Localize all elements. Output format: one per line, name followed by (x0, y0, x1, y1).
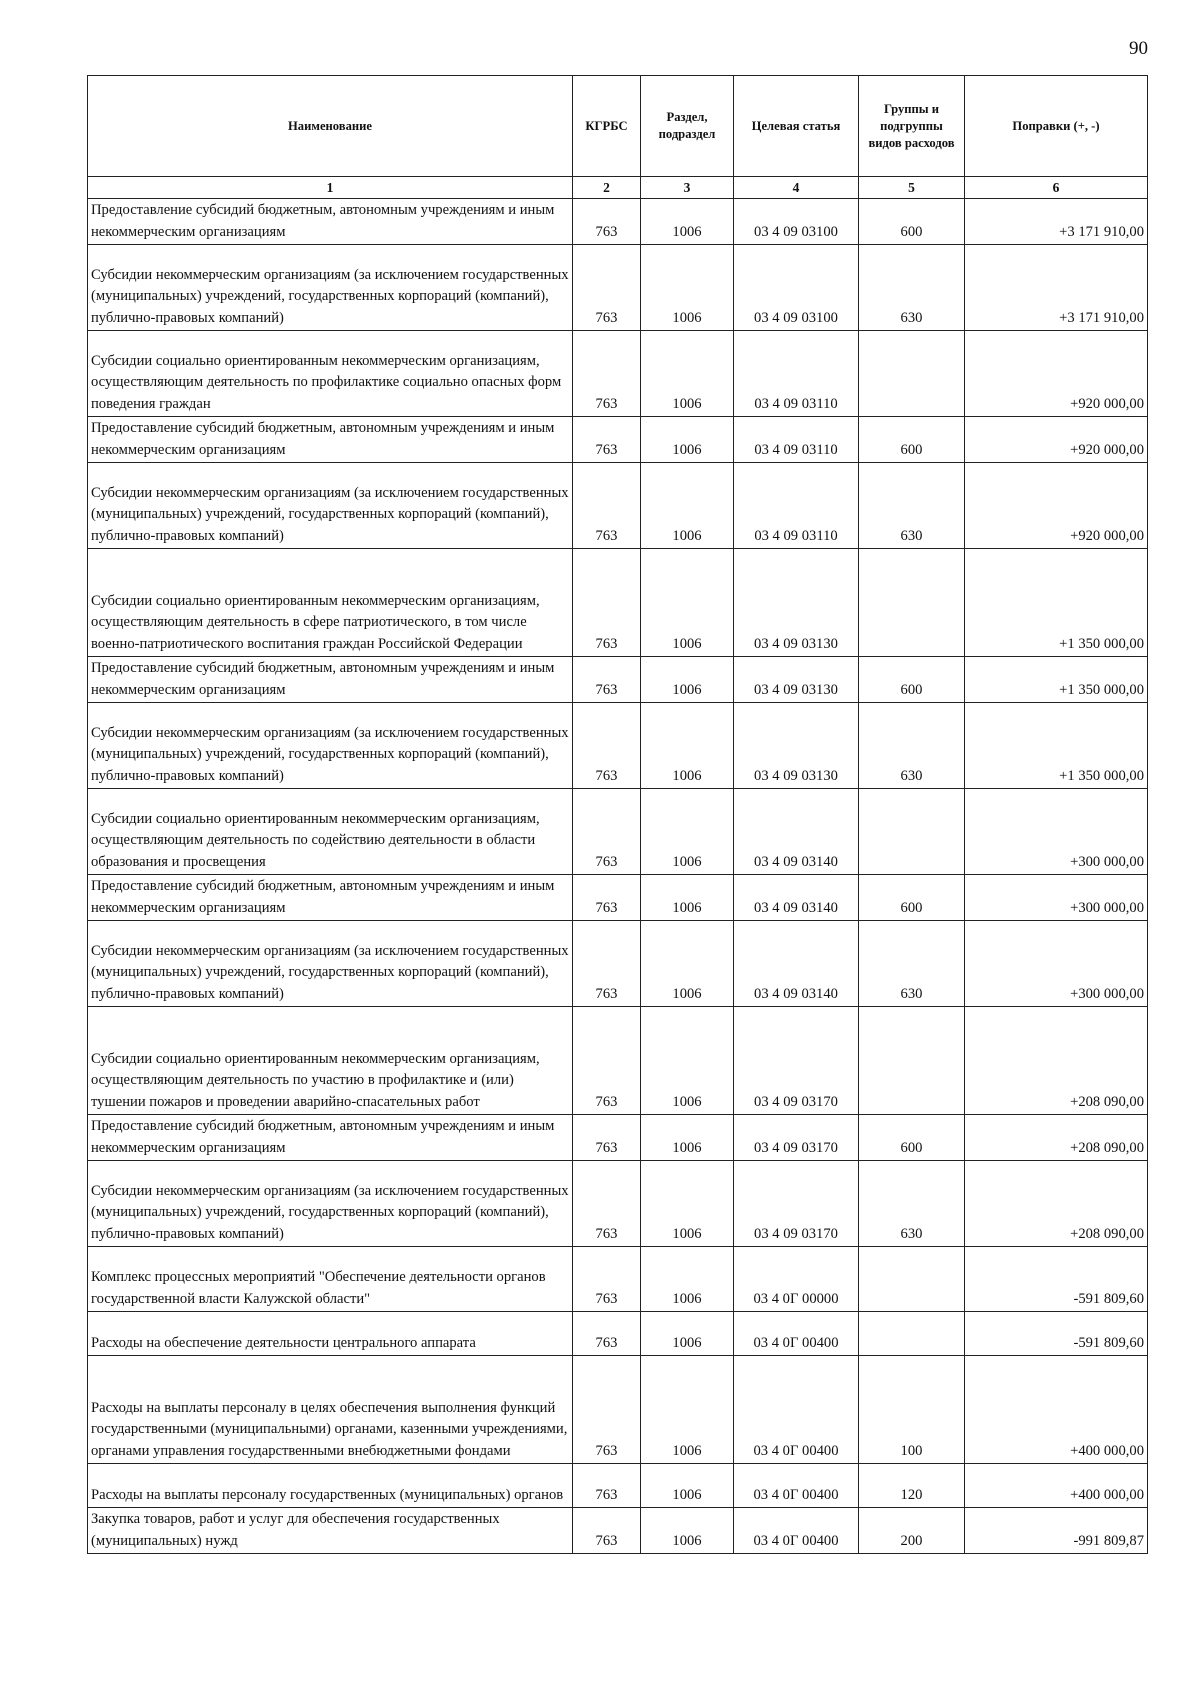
row-target-article: 03 4 0Г 00400 (734, 1464, 859, 1508)
column-number: 3 (641, 177, 734, 199)
row-name: Расходы на обеспечение деятельности центрального аппарата (88, 1312, 573, 1356)
table-header-row (88, 76, 1148, 177)
row-expense-group (859, 1247, 965, 1312)
row-target-article: 03 4 09 03100 (734, 199, 859, 245)
row-expense-group: 120 (859, 1464, 965, 1508)
row-amount: +300 000,00 (965, 789, 1148, 875)
row-amount: +208 090,00 (965, 1007, 1148, 1115)
row-kgrbs: 763 (573, 921, 641, 1007)
row-target-article: 03 4 09 03170 (734, 1161, 859, 1247)
row-name: Субсидии социально ориентированным некоммерческим организациям, осуществляющим деятельность по участию в профилактике и (или) тушении пожаров и проведении аварийно-спасательных работ (88, 1007, 573, 1115)
row-name: Предоставление субсидий бюджетным, автономным учреждениям и иным некоммерческим организациям (88, 657, 573, 703)
column-number: 4 (734, 177, 859, 199)
row-amount: +1 350 000,00 (965, 703, 1148, 789)
row-name: Расходы на выплаты персоналу государственных (муниципальных) органов (88, 1464, 573, 1508)
row-expense-group: 600 (859, 1115, 965, 1161)
row-kgrbs: 763 (573, 463, 641, 549)
row-expense-group (859, 1007, 965, 1115)
column-number: 6 (965, 177, 1148, 199)
row-expense-group (859, 1312, 965, 1356)
row-target-article: 03 4 09 03130 (734, 657, 859, 703)
row-target-article: 03 4 0Г 00400 (734, 1356, 859, 1464)
row-amount: +920 000,00 (965, 417, 1148, 463)
row-kgrbs: 763 (573, 1115, 641, 1161)
row-target-article: 03 4 09 03100 (734, 245, 859, 331)
row-amount: -991 809,87 (965, 1508, 1148, 1554)
table-row (88, 1464, 1148, 1508)
page-number: 90 (1129, 38, 1148, 59)
table-row (88, 549, 1148, 657)
row-amount: +300 000,00 (965, 875, 1148, 921)
row-kgrbs: 763 (573, 1312, 641, 1356)
row-amount: +920 000,00 (965, 331, 1148, 417)
row-expense-group: 600 (859, 199, 965, 245)
row-target-article: 03 4 09 03140 (734, 921, 859, 1007)
row-name: Предоставление субсидий бюджетным, автономным учреждениям и иным некоммерческим организациям (88, 417, 573, 463)
table-row (88, 463, 1148, 549)
row-kgrbs: 763 (573, 703, 641, 789)
row-target-article: 03 4 09 03130 (734, 549, 859, 657)
row-razdel: 1006 (641, 1464, 734, 1508)
row-name: Субсидии некоммерческим организациям (за исключением государственных (муниципальных) учреждений, государственных корпораций (компаний), публично-правовых компаний) (88, 1161, 573, 1247)
row-amount: +1 350 000,00 (965, 657, 1148, 703)
table-row (88, 1007, 1148, 1115)
row-kgrbs: 763 (573, 331, 641, 417)
budget-amendments-table (87, 75, 1148, 1554)
row-razdel: 1006 (641, 921, 734, 1007)
column-number-row (88, 177, 1148, 199)
row-expense-group: 630 (859, 463, 965, 549)
row-kgrbs: 763 (573, 789, 641, 875)
row-razdel: 1006 (641, 789, 734, 875)
table-row (88, 1508, 1148, 1554)
row-name: Расходы на выплаты персоналу в целях обеспечения выполнения функций государственными (муниципальными) органами, казенными учреждениями, органами управления государственными внебюджетными фондами (88, 1356, 573, 1464)
row-amount: +400 000,00 (965, 1464, 1148, 1508)
row-expense-group: 200 (859, 1508, 965, 1554)
row-razdel: 1006 (641, 199, 734, 245)
row-amount: -591 809,60 (965, 1312, 1148, 1356)
row-expense-group (859, 549, 965, 657)
row-target-article: 03 4 09 03170 (734, 1007, 859, 1115)
row-kgrbs: 763 (573, 1247, 641, 1312)
row-kgrbs: 763 (573, 245, 641, 331)
table-row (88, 921, 1148, 1007)
row-target-article: 03 4 09 03110 (734, 463, 859, 549)
table-row (88, 199, 1148, 245)
row-target-article: 03 4 0Г 00400 (734, 1508, 859, 1554)
row-razdel: 1006 (641, 1508, 734, 1554)
row-amount: -591 809,60 (965, 1247, 1148, 1312)
row-amount: +208 090,00 (965, 1161, 1148, 1247)
row-expense-group: 630 (859, 703, 965, 789)
row-kgrbs: 763 (573, 549, 641, 657)
column-number: 2 (573, 177, 641, 199)
row-name: Субсидии социально ориентированным некоммерческим организациям, осуществляющим деятельность по профилактике социально опасных форм поведения граждан (88, 331, 573, 417)
row-kgrbs: 763 (573, 199, 641, 245)
table-row (88, 417, 1148, 463)
row-expense-group: 630 (859, 245, 965, 331)
row-amount: +3 171 910,00 (965, 245, 1148, 331)
header-razdel: Раздел, подраздел (641, 76, 734, 177)
row-kgrbs: 763 (573, 1007, 641, 1115)
header-name: Наименование (88, 76, 573, 177)
table-row (88, 1312, 1148, 1356)
row-name: Субсидии некоммерческим организациям (за исключением государственных (муниципальных) учреждений, государственных корпораций (компаний), публично-правовых компаний) (88, 245, 573, 331)
row-razdel: 1006 (641, 657, 734, 703)
row-razdel: 1006 (641, 331, 734, 417)
row-expense-group: 630 (859, 1161, 965, 1247)
row-name: Закупка товаров, работ и услуг для обеспечения государственных (муниципальных) нужд (88, 1508, 573, 1554)
row-expense-group (859, 331, 965, 417)
header-expense-groups: Группы и подгруппы видов расходов (859, 76, 965, 177)
table-row (88, 1161, 1148, 1247)
row-razdel: 1006 (641, 417, 734, 463)
row-kgrbs: 763 (573, 657, 641, 703)
row-target-article: 03 4 0Г 00000 (734, 1247, 859, 1312)
header-target-article: Целевая статья (734, 76, 859, 177)
table-row (88, 1247, 1148, 1312)
row-target-article: 03 4 0Г 00400 (734, 1312, 859, 1356)
row-name: Субсидии некоммерческим организациям (за исключением государственных (муниципальных) учреждений, государственных корпораций (компаний), публично-правовых компаний) (88, 463, 573, 549)
row-razdel: 1006 (641, 463, 734, 549)
row-name: Субсидии социально ориентированным некоммерческим организациям, осуществляющим деятельность в сфере патриотического, в том числе военно-патриотического воспитания граждан Российской Федерации (88, 549, 573, 657)
row-amount: +920 000,00 (965, 463, 1148, 549)
row-expense-group: 100 (859, 1356, 965, 1464)
table-row (88, 1356, 1148, 1464)
header-amendments: Поправки (+, -) (965, 76, 1148, 177)
table-row (88, 789, 1148, 875)
table-row (88, 245, 1148, 331)
row-name: Предоставление субсидий бюджетным, автономным учреждениям и иным некоммерческим организациям (88, 199, 573, 245)
table-body (88, 199, 1148, 1554)
row-razdel: 1006 (641, 1115, 734, 1161)
row-target-article: 03 4 09 03170 (734, 1115, 859, 1161)
row-target-article: 03 4 09 03140 (734, 875, 859, 921)
row-amount: +300 000,00 (965, 921, 1148, 1007)
row-target-article: 03 4 09 03110 (734, 331, 859, 417)
row-amount: +3 171 910,00 (965, 199, 1148, 245)
row-amount: +400 000,00 (965, 1356, 1148, 1464)
row-razdel: 1006 (641, 1356, 734, 1464)
row-kgrbs: 763 (573, 417, 641, 463)
row-razdel: 1006 (641, 1007, 734, 1115)
table-row (88, 1115, 1148, 1161)
row-razdel: 1006 (641, 1161, 734, 1247)
row-name: Предоставление субсидий бюджетным, автономным учреждениям и иным некоммерческим организациям (88, 875, 573, 921)
column-number: 1 (88, 177, 573, 199)
row-kgrbs: 763 (573, 1508, 641, 1554)
table-row (88, 331, 1148, 417)
row-expense-group: 600 (859, 417, 965, 463)
row-amount: +208 090,00 (965, 1115, 1148, 1161)
row-razdel: 1006 (641, 245, 734, 331)
table-row (88, 875, 1148, 921)
row-expense-group: 600 (859, 657, 965, 703)
row-name: Субсидии некоммерческим организациям (за исключением государственных (муниципальных) учреждений, государственных корпораций (компаний), публично-правовых компаний) (88, 703, 573, 789)
row-target-article: 03 4 09 03140 (734, 789, 859, 875)
row-razdel: 1006 (641, 549, 734, 657)
row-name: Предоставление субсидий бюджетным, автономным учреждениям и иным некоммерческим организациям (88, 1115, 573, 1161)
table-row (88, 703, 1148, 789)
row-razdel: 1006 (641, 875, 734, 921)
column-number: 5 (859, 177, 965, 199)
row-amount: +1 350 000,00 (965, 549, 1148, 657)
row-razdel: 1006 (641, 1247, 734, 1312)
row-expense-group: 630 (859, 921, 965, 1007)
row-razdel: 1006 (641, 703, 734, 789)
header-kgrbs: КГРБС (573, 76, 641, 177)
row-name: Субсидии некоммерческим организациям (за исключением государственных (муниципальных) учреждений, государственных корпораций (компаний), публично-правовых компаний) (88, 921, 573, 1007)
row-target-article: 03 4 09 03110 (734, 417, 859, 463)
row-kgrbs: 763 (573, 875, 641, 921)
row-name: Комплекс процессных мероприятий "Обеспечение деятельности органов государственной власти Калужской области" (88, 1247, 573, 1312)
row-target-article: 03 4 09 03130 (734, 703, 859, 789)
table-row (88, 657, 1148, 703)
row-expense-group: 600 (859, 875, 965, 921)
row-name: Субсидии социально ориентированным некоммерческим организациям, осуществляющим деятельность по содействию деятельности в области образования и просвещения (88, 789, 573, 875)
row-razdel: 1006 (641, 1312, 734, 1356)
row-kgrbs: 763 (573, 1356, 641, 1464)
row-kgrbs: 763 (573, 1161, 641, 1247)
row-kgrbs: 763 (573, 1464, 641, 1508)
row-expense-group (859, 789, 965, 875)
